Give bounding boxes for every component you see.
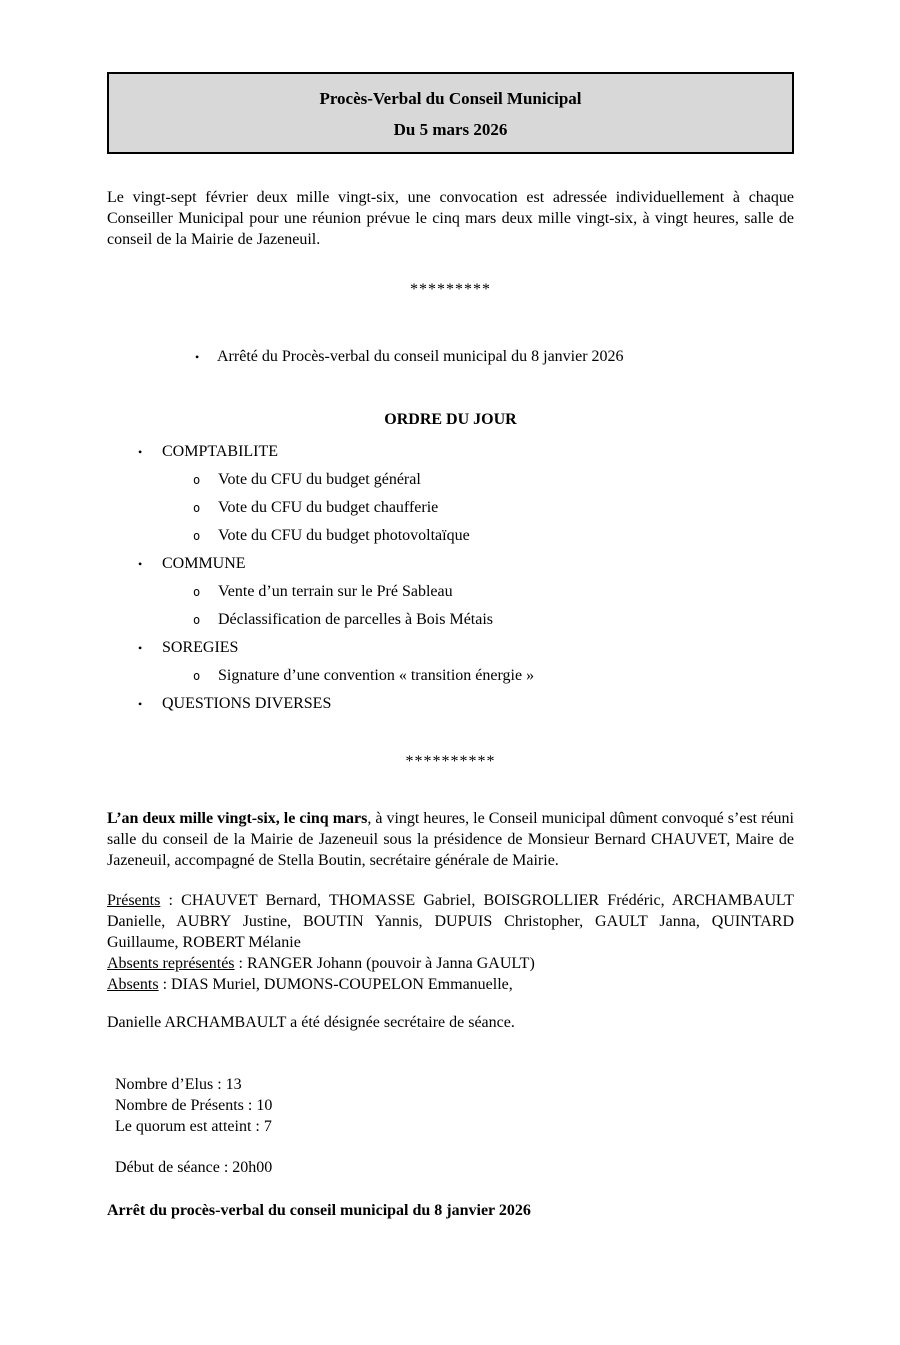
absents-represented-line xyxy=(107,953,794,974)
circle-bullet-icon: o xyxy=(193,585,201,599)
stat-presents xyxy=(115,1095,794,1116)
colon-separator: : xyxy=(219,1159,233,1176)
circle-bullet-icon: o xyxy=(193,529,201,543)
stat-elus xyxy=(115,1074,794,1095)
agenda-item xyxy=(107,690,794,718)
session-start-line xyxy=(115,1157,794,1178)
presents-line xyxy=(107,890,794,953)
document-title: Procès-Verbal du Conseil Municipal xyxy=(319,89,582,108)
presents-label: Présents xyxy=(107,892,161,909)
colon-separator: : xyxy=(158,976,172,993)
secretary-line: Danielle ARCHAMBAULT a été désignée secrétaire de séance. xyxy=(107,1014,515,1031)
circle-bullet-icon: o xyxy=(193,613,201,627)
circle-bullet-icon: o xyxy=(193,473,201,487)
footer-heading: Arrêt du procès-verbal du conseil municipal du 8 janvier 2026 xyxy=(107,1202,531,1219)
absents-names: DIAS Muriel, DUMONS-COUPELON Emmanuelle, xyxy=(171,976,513,993)
bullet-icon: • xyxy=(138,557,143,571)
agenda-subitem xyxy=(107,606,794,634)
title-box xyxy=(107,72,794,154)
presents-names: CHAUVET Bernard, THOMASSE Gabriel, BOISGROLLIER Frédéric, ARCHAMBAULT Danielle, AUBRY Justine, BOUTIN Yannis, DUPUIS Christopher, GAULT Janna, QUINTARD Guillaume, ROBERT Mélanie xyxy=(107,892,795,951)
stats-block xyxy=(115,1074,794,1137)
colon-separator: : xyxy=(234,955,247,972)
arrete-item-label: Arrêté du Procès-verbal du conseil municipal du 8 janvier 2026 xyxy=(217,348,624,365)
bullet-icon: • xyxy=(138,445,143,459)
colon-separator: : xyxy=(213,1076,226,1093)
arrete-bullet-item xyxy=(107,345,794,369)
circle-bullet-icon: o xyxy=(193,501,201,515)
agenda-subitem xyxy=(107,494,794,522)
stat-label: Nombre d’Elus xyxy=(115,1076,214,1093)
absents-label: Absents xyxy=(107,976,159,993)
agenda-item xyxy=(107,550,794,578)
agenda-title: ORDRE DU JOUR xyxy=(384,411,517,428)
agenda-item-label: SOREGIES xyxy=(162,639,239,656)
agenda-item-label: COMMUNE xyxy=(162,555,246,572)
session-start-value: 20h00 xyxy=(232,1159,273,1176)
agenda-item-label: COMPTABILITE xyxy=(162,443,279,460)
absents-represented-label: Absents représentés xyxy=(107,955,235,972)
agenda-subitem-label: Vente d’un terrain sur le Pré Sableau xyxy=(218,583,453,600)
stat-label: Nombre de Présents xyxy=(115,1097,244,1114)
colon-separator: : xyxy=(160,892,182,909)
agenda-subitem-label: Signature d’une convention « transition énergie » xyxy=(218,667,535,684)
absents-line xyxy=(107,974,794,995)
colon-separator: : xyxy=(243,1097,257,1114)
agenda-subitem-label: Vote du CFU du budget photovoltaïque xyxy=(218,527,470,544)
bullet-icon: • xyxy=(138,697,143,711)
agenda-subitem xyxy=(107,466,794,494)
session-paragraph-rest: , à vingt heures, le Conseil municipal dûment convoqué s’est réuni salle du conseil de la Mairie de Jazeneuil sous la présidence de Monsieur Bernard CHAUVET, Maire de Jazeneuil, accompagné de Stella Boutin, secrétaire générale de Mairie. xyxy=(107,810,794,869)
agenda-subitem xyxy=(107,662,794,690)
document-date: Du 5 mars 2026 xyxy=(393,120,508,139)
agenda-item-label: QUESTIONS DIVERSES xyxy=(162,695,332,712)
agenda-subitem xyxy=(107,578,794,606)
stat-quorum xyxy=(115,1116,794,1137)
session-paragraph xyxy=(107,808,794,871)
stat-value: 10 xyxy=(256,1097,273,1114)
agenda-subitem xyxy=(107,522,794,550)
bullet-icon: • xyxy=(138,641,143,655)
stat-value: 13 xyxy=(225,1076,242,1093)
colon-separator: : xyxy=(251,1118,264,1135)
bullet-icon: • xyxy=(195,350,200,364)
agenda-list xyxy=(107,438,794,718)
circle-bullet-icon: o xyxy=(193,669,201,683)
agenda-subitem-label: Vote du CFU du budget général xyxy=(218,471,421,488)
stat-value: 7 xyxy=(263,1118,272,1135)
agenda-subitem-label: Déclassification de parcelles à Bois Métais xyxy=(218,611,494,628)
absents-represented-names: RANGER Johann (pouvoir à Janna GAULT) xyxy=(246,955,535,972)
session-start-label: Début de séance xyxy=(115,1159,220,1176)
asterisk-separator-1: ********* xyxy=(410,281,491,298)
asterisk-separator-2: ********** xyxy=(405,753,496,770)
document-page xyxy=(0,72,900,1345)
agenda-subitem-label: Vote du CFU du budget chaufferie xyxy=(218,499,439,516)
agenda-item xyxy=(107,438,794,466)
agenda-item xyxy=(107,634,794,662)
convocation-paragraph: Le vingt-sept février deux mille vingt-six, une convocation est adressée individuellement à chaque Conseiller Municipal pour une réunion prévue le cinq mars deux mille vingt-six, à vingt heures, salle de conseil de la Mairie de Jazeneuil. xyxy=(107,189,794,248)
stat-label: Le quorum est atteint xyxy=(115,1118,252,1135)
session-date-bold: L’an deux mille vingt-six, le cinq mars xyxy=(107,810,368,827)
attendance-block xyxy=(107,890,794,995)
